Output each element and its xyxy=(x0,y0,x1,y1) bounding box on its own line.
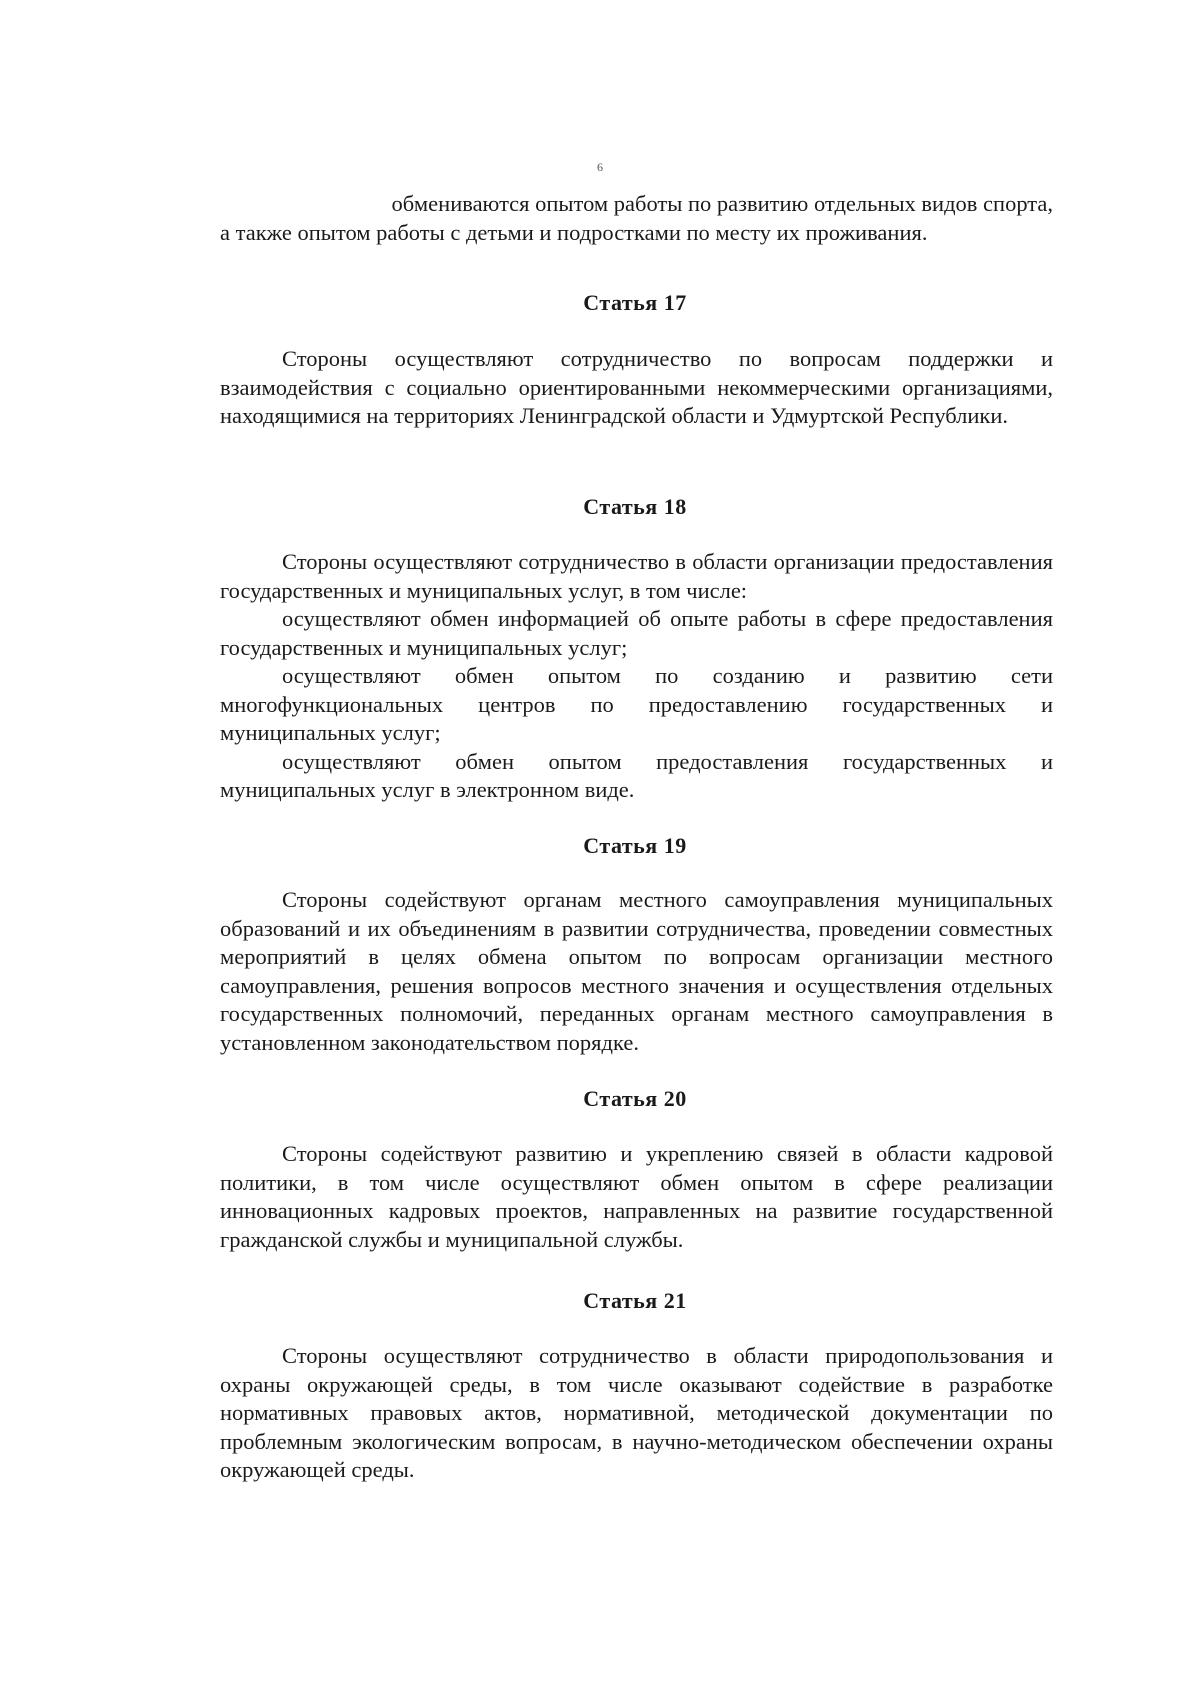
article-body xyxy=(220,886,1053,1057)
article-paragraph: осуществляют обмен опытом предоставления государственных и муниципальных услуг в электронном виде. xyxy=(220,748,1053,802)
article-paragraph: Стороны содействуют развитию и укреплению связей в области кадровой политики, в том числе осуществляют обмен опытом в сфере реализации инновационных кадровых проектов, направленных на развитие государственной гражданской службы и муниципальной службы. xyxy=(220,1141,1053,1252)
article-body xyxy=(220,548,1053,805)
article-heading: Статья 21 xyxy=(583,1288,687,1313)
article-heading: Статья 20 xyxy=(583,1086,687,1111)
article-body xyxy=(220,1342,1053,1485)
article-body xyxy=(220,1140,1053,1254)
article-paragraph: Стороны осуществляют сотрудничество по вопросам поддержки и взаимодействия с социально ориентированными некоммерческими организациями, находящимися на территориях Ленинградской области и Удмуртской Республики. xyxy=(220,346,1053,428)
article-paragraph: осуществляют обмен информацией об опыте работы в сфере предоставления государственных и муниципальных услуг; xyxy=(220,606,1053,660)
intro-line: обмениваются опытом работы по развитию отдельных видов спорта, xyxy=(391,191,1053,216)
article-paragraph: Стороны осуществляют сотрудничество в области организации предоставления государственных и муниципальных услуг, в том числе: xyxy=(220,549,1053,603)
article-heading: Статья 18 xyxy=(583,494,687,519)
article-heading: Статья 19 xyxy=(583,833,687,858)
article-heading: Статья 17 xyxy=(583,290,687,315)
article-paragraph: Стороны осуществляют сотрудничество в области природопользования и охраны окружающей среды, в том числе оказывают содействие в разработке нормативных правовых актов, нормативной, методической документации по проблемным экологическим вопросам, в научно-методическом обеспечении охраны окружающей среды. xyxy=(220,1343,1053,1482)
article-paragraph: осуществляют обмен опытом по созданию и развитию сети многофункциональных центров по предоставлению государственных и муниципальных услуг; xyxy=(220,663,1053,745)
page-number: 6 xyxy=(597,160,603,174)
article-body xyxy=(220,345,1053,431)
article-paragraph: Стороны содействуют органам местного самоуправления муниципальных образований и их объединениям в развитии сотрудничества, проведении совместных мероприятий в целях обмена опытом по вопросам организации местного самоуправления, решения вопросов местного значения и осуществления отдельных государственных полномочий, переданных органам местного самоуправления в установленном законодательством порядке. xyxy=(220,887,1053,1055)
intro-block xyxy=(220,190,1053,247)
intro-line: а также опытом работы с детьми и подростками по месту их проживания. xyxy=(220,219,928,245)
